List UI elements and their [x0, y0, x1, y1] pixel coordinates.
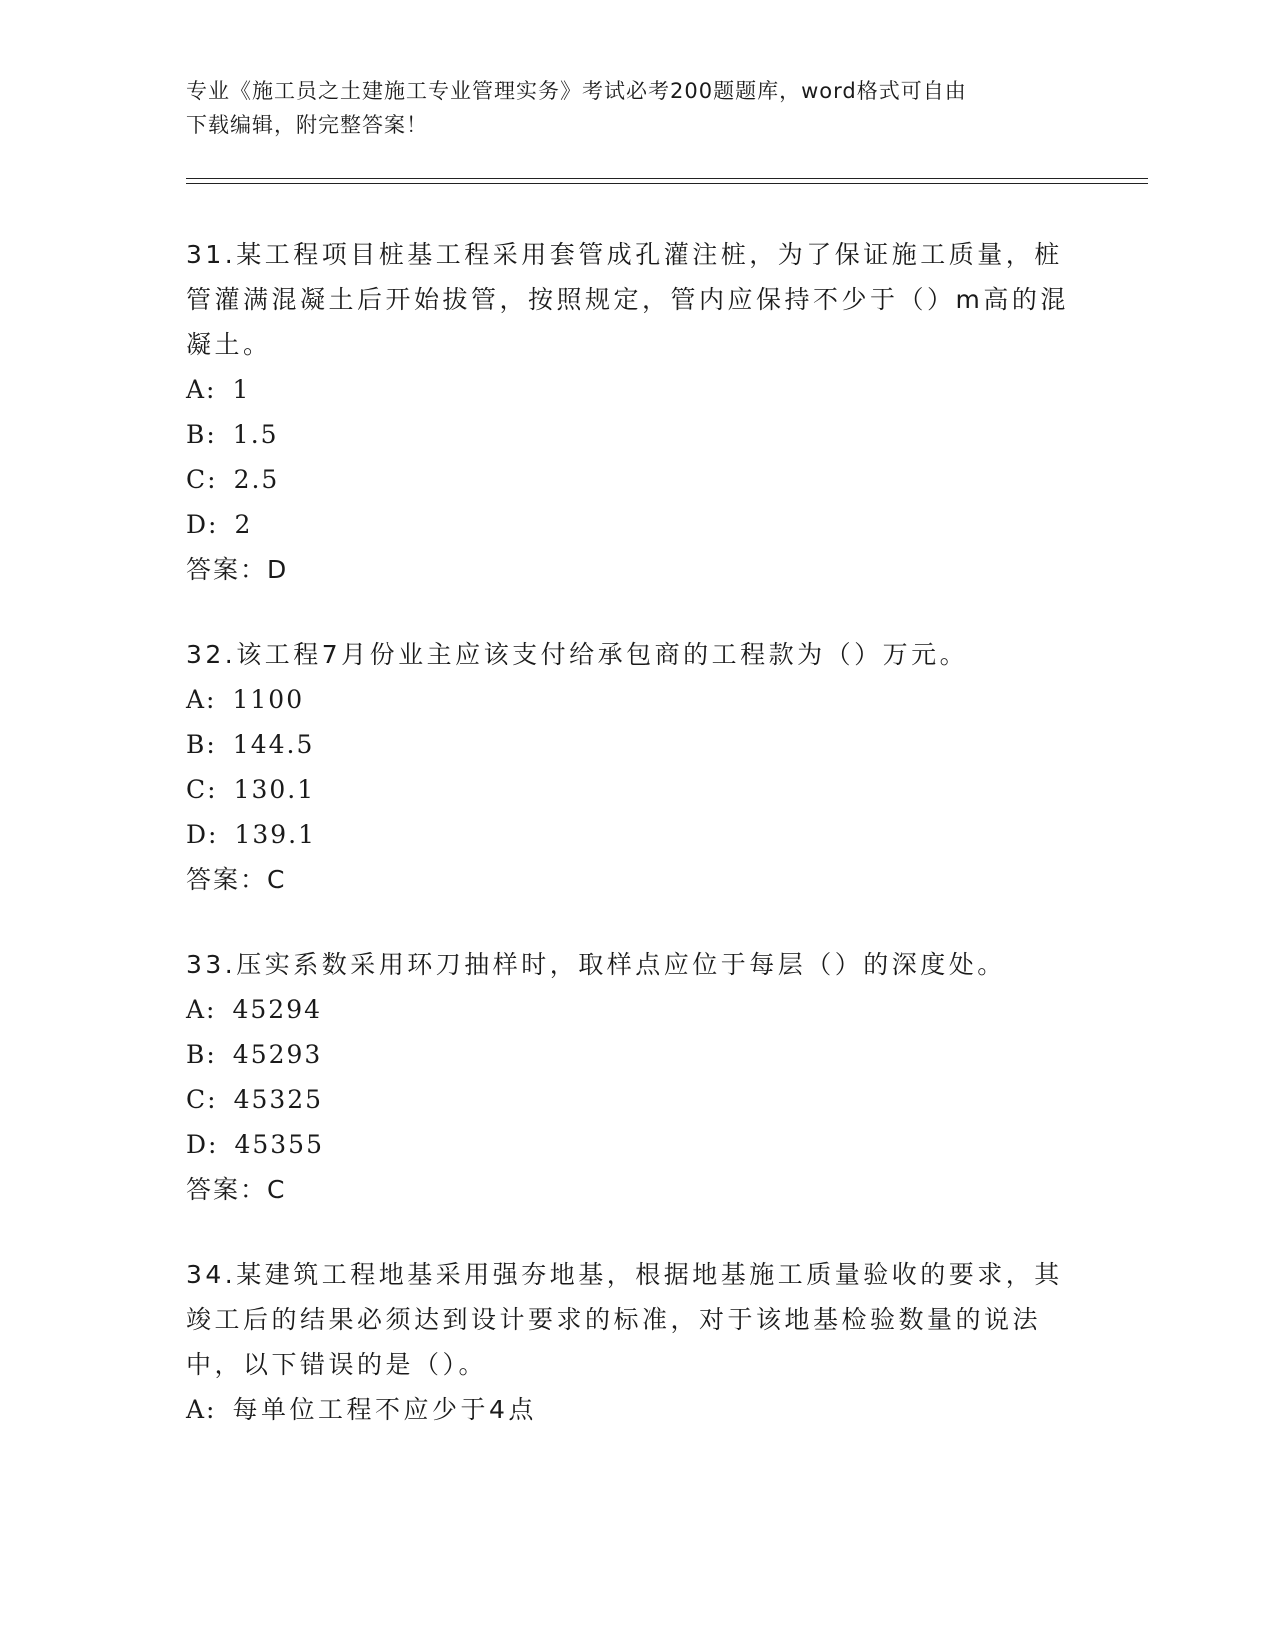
header-line-1: 专业《施工员之土建施工专业管理实务》考试必考200题题库，word格式可自由	[186, 79, 967, 103]
option-letter: A:	[186, 995, 217, 1024]
option-letter: D:	[186, 510, 219, 539]
option-letter: D:	[186, 1130, 219, 1159]
option-letter: B:	[186, 1040, 217, 1069]
option-c	[186, 457, 1086, 502]
option-c	[186, 767, 1086, 812]
question-33	[186, 942, 1086, 1212]
option-letter: A:	[186, 1395, 217, 1424]
question-32	[186, 632, 1086, 902]
question-list	[186, 232, 1086, 1472]
option-value: 45294	[232, 995, 323, 1024]
option-b	[186, 412, 1086, 457]
option-letter: A:	[186, 685, 217, 714]
option-value: 139.1	[234, 820, 317, 849]
option-d	[186, 502, 1086, 547]
option-value: 1	[232, 375, 251, 404]
header-divider-top	[186, 178, 1148, 179]
question-34	[186, 1252, 1086, 1432]
option-letter: C:	[186, 465, 218, 494]
option-value: 45293	[232, 1040, 323, 1069]
answer-line: 答案：C	[186, 865, 287, 894]
option-value: 144.5	[232, 730, 315, 759]
question-stem: 32.该工程7月份业主应该支付给承包商的工程款为（）万元。	[186, 640, 969, 669]
option-value: 45355	[234, 1130, 324, 1159]
option-value: 1100	[232, 685, 305, 714]
option-a	[186, 987, 1086, 1032]
option-letter: B:	[186, 730, 217, 759]
option-a	[186, 367, 1086, 412]
option-d	[186, 1122, 1086, 1167]
option-letter: C:	[186, 775, 218, 804]
option-value: 每单位工程不应少于4点	[232, 1395, 537, 1424]
option-d	[186, 812, 1086, 857]
option-b	[186, 722, 1086, 767]
option-a	[186, 1387, 1086, 1432]
answer-line: 答案：D	[186, 555, 289, 584]
answer-line: 答案：C	[186, 1175, 287, 1204]
question-stem: 31.某工程项目桩基工程采用套管成孔灌注桩，为了保证施工质量，桩管灌满混凝土后开始拔管，按照规定，管内应保持不少于（）m高的混凝土。	[186, 240, 1069, 359]
option-letter: D:	[186, 820, 219, 849]
option-value: 45325	[233, 1085, 324, 1114]
option-letter: C:	[186, 1085, 218, 1114]
option-value: 130.1	[233, 775, 316, 804]
option-c	[186, 1077, 1086, 1122]
question-31	[186, 232, 1086, 592]
question-stem: 33.压实系数采用环刀抽样时，取样点应位于每层（）的深度处。	[186, 950, 1006, 979]
option-value: 2.5	[233, 465, 280, 494]
option-b	[186, 1032, 1086, 1077]
option-value: 2	[234, 510, 253, 539]
option-letter: B:	[186, 420, 217, 449]
question-stem: 34.某建筑工程地基采用强夯地基，根据地基施工质量验收的要求，其竣工后的结果必须达到设计要求的标准，对于该地基检验数量的说法中，以下错误的是（）。	[186, 1260, 1063, 1379]
header-divider-bottom	[186, 183, 1148, 184]
option-a	[186, 677, 1086, 722]
option-letter: A:	[186, 375, 217, 404]
header-line-2: 下载编辑，附完整答案！	[186, 113, 428, 137]
option-value: 1.5	[232, 420, 279, 449]
document-header	[186, 74, 1086, 142]
